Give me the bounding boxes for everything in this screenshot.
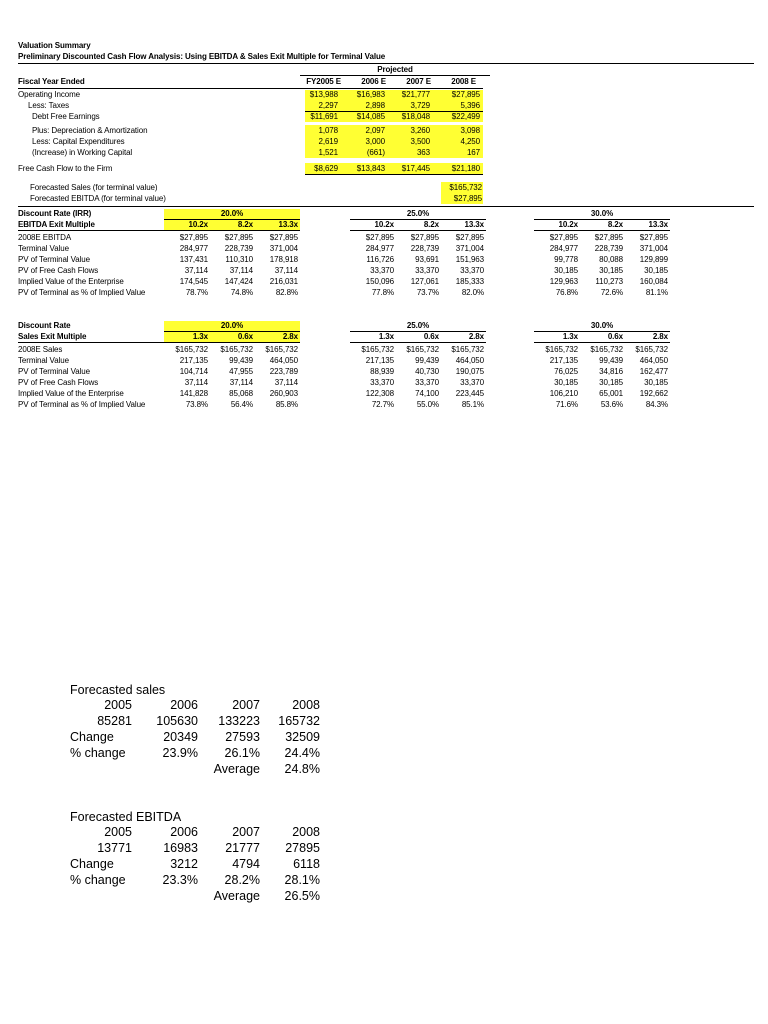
forecast-pct: 28.2% — [224, 873, 260, 887]
row-label-operating-income: Operating Income — [18, 90, 80, 99]
multiple-divider — [350, 230, 486, 231]
forecast-year: 2008 — [292, 698, 320, 712]
sensitivity-value: 464,050 — [639, 356, 668, 365]
sensitivity-value: 72.6% — [600, 288, 623, 297]
sensitivity-value: 76.8% — [555, 288, 578, 297]
income-value: 2,297 — [318, 101, 338, 110]
exit-multiple-header: 1.3x — [562, 332, 578, 341]
sensitivity-value: 37,114 — [274, 266, 298, 275]
forecast-change-label: Change — [70, 730, 114, 744]
multiple-divider — [534, 230, 670, 231]
forecast-average-label: Average — [213, 762, 260, 776]
sensitivity-value: 99,439 — [599, 356, 623, 365]
income-value: 3,000 — [365, 137, 385, 146]
exit-multiple-header: 2.8x — [282, 332, 298, 341]
sensitivity-value: $27,895 — [639, 233, 668, 242]
forecast-pct: 28.1% — [284, 873, 320, 887]
sensitivity-value: 88,939 — [370, 367, 394, 376]
projected-divider — [300, 75, 490, 76]
forecast-value: 85281 — [97, 714, 132, 728]
sensitivity-value: 216,031 — [269, 277, 298, 286]
section-divider — [18, 206, 754, 207]
sensitivity-value: 77.8% — [371, 288, 394, 297]
sensitivity-value: $165,732 — [361, 345, 394, 354]
income-value: 2,619 — [318, 137, 338, 146]
income-value: $13,988 — [309, 90, 338, 99]
income-value: $22,499 — [451, 112, 480, 121]
sensitivity-value: 110,273 — [595, 277, 623, 286]
sensitivity-value: 76,025 — [554, 367, 578, 376]
sensitivity-value: 72.7% — [371, 400, 394, 409]
exit-multiple-header: 1.3x — [378, 332, 394, 341]
sensitivity-value: 162,477 — [639, 367, 668, 376]
sensitivity-value: 30,185 — [599, 266, 623, 275]
sensitivity-value: 33,370 — [415, 266, 439, 275]
sensitivity-value: 82.8% — [275, 288, 298, 297]
exit-multiple-header: 10.2x — [558, 220, 578, 229]
discount-rate-header: 25.0% — [406, 209, 430, 218]
sensitivity-value: $27,895 — [594, 233, 623, 242]
taxes-underline — [305, 111, 483, 112]
sensitivity-row-label: PV of Free Cash Flows — [18, 266, 99, 275]
sensitivity-value: 85.8% — [275, 400, 298, 409]
year-header: FY2005 E — [306, 77, 341, 86]
sensitivity-value: 93,691 — [415, 255, 439, 264]
forecast-value: 13771 — [97, 841, 132, 855]
forecast-ebitda-title: Forecasted EBITDA — [70, 810, 182, 824]
sensitivity-value: 223,445 — [455, 389, 484, 398]
forecast-value: 21777 — [225, 841, 260, 855]
income-value: $8,629 — [314, 164, 338, 173]
forecast-year: 2006 — [170, 698, 198, 712]
discount-rate-header: 20.0% — [220, 209, 244, 218]
sensitivity-value: $165,732 — [220, 345, 253, 354]
exit-multiple-header: 8.2x — [237, 220, 253, 229]
forecast-change: 6118 — [293, 857, 320, 871]
forecast-average: 26.5% — [284, 889, 320, 903]
forecast-pct: 23.3% — [162, 873, 198, 887]
sensitivity-value: 30,185 — [644, 266, 668, 275]
income-value: 3,098 — [460, 126, 480, 135]
income-value: $13,843 — [356, 164, 385, 173]
exit-multiple-header: 8.2x — [607, 220, 623, 229]
document-title: Valuation Summary — [18, 41, 91, 50]
sensitivity-value: 122,308 — [365, 389, 394, 398]
sensitivity-value: $27,895 — [224, 233, 253, 242]
income-value: 4,250 — [460, 137, 480, 146]
sensitivity-value: 73.7% — [416, 288, 439, 297]
label-divider — [18, 230, 164, 231]
sensitivity-value: 99,778 — [554, 255, 578, 264]
sensitivity-row-label: Implied Value of the Enterprise — [18, 389, 124, 398]
sensitivity-value: 217,135 — [549, 356, 578, 365]
exit-multiple-header: 13.3x — [278, 220, 298, 229]
sensitivity-value: 99,439 — [229, 356, 253, 365]
forecast-pct: 24.4% — [284, 746, 320, 760]
discount-rate-header: 30.0% — [590, 209, 614, 218]
sensitivity-value: 84.3% — [645, 400, 668, 409]
forecast-change: 20349 — [163, 730, 198, 744]
sensitivity-value: $27,895 — [365, 233, 394, 242]
sensitivity-value: $165,732 — [175, 345, 208, 354]
multiple-divider — [164, 230, 300, 231]
sensitivity-value: 129,963 — [549, 277, 578, 286]
multiple-divider — [164, 342, 300, 343]
row-label-fcf: Free Cash Flow to the Firm — [18, 164, 113, 173]
label-divider — [18, 342, 164, 343]
forecast-ebitda-value: $27,895 — [453, 194, 482, 203]
income-value: $21,777 — [401, 90, 430, 99]
exit-multiple-header: 10.2x — [188, 220, 208, 229]
sensitivity-value: 104,714 — [179, 367, 208, 376]
forecast-year: 2005 — [104, 698, 132, 712]
sensitivity-value: $27,895 — [410, 233, 439, 242]
exit-multiple-header: 0.6x — [607, 332, 623, 341]
sensitivity-value: 284,977 — [549, 244, 578, 253]
sensitivity-value: $27,895 — [179, 233, 208, 242]
discount-rate-header: 30.0% — [590, 321, 614, 330]
income-value: 5,396 — [460, 101, 480, 110]
sensitivity-value: 37,114 — [184, 378, 208, 387]
sensitivity-value: 464,050 — [269, 356, 298, 365]
sensitivity-value: $27,895 — [269, 233, 298, 242]
sensitivity-value: 37,114 — [184, 266, 208, 275]
sensitivity-value: 33,370 — [460, 378, 484, 387]
income-value: $16,983 — [356, 90, 385, 99]
forecast-pct-label: % change — [70, 746, 126, 760]
sensitivity-value: $165,732 — [635, 345, 668, 354]
sensitivity-row-label: Sales Exit Multiple — [18, 332, 87, 341]
sensitivity-value: 85,068 — [229, 389, 253, 398]
sensitivity-row-label: PV of Terminal as % of Implied Value — [18, 400, 146, 409]
sensitivity-value: 74.8% — [230, 288, 253, 297]
sensitivity-value: 99,439 — [415, 356, 439, 365]
exit-multiple-header: 13.3x — [464, 220, 484, 229]
sensitivity-value: 71.6% — [555, 400, 578, 409]
income-value: $18,048 — [401, 112, 430, 121]
sensitivity-value: 228,739 — [224, 244, 253, 253]
forecast-change-label: Change — [70, 857, 114, 871]
sensitivity-value: 30,185 — [554, 266, 578, 275]
income-value: $17,445 — [401, 164, 430, 173]
exit-multiple-header: 0.6x — [237, 332, 253, 341]
sensitivity-value: 141,828 — [179, 389, 208, 398]
exit-multiple-header: 1.3x — [192, 332, 208, 341]
income-value: $11,691 — [310, 112, 338, 121]
income-value: $14,085 — [356, 112, 385, 121]
fiscal-year-label: Fiscal Year Ended — [18, 77, 85, 86]
sensitivity-value: 260,903 — [269, 389, 298, 398]
projected-label: Projected — [377, 65, 413, 74]
sensitivity-value: 464,050 — [455, 356, 484, 365]
forecast-sales-title: Forecasted sales — [70, 683, 166, 697]
sensitivity-value: 160,084 — [639, 277, 668, 286]
exit-multiple-header: 2.8x — [652, 332, 668, 341]
sensitivity-value: 74,100 — [415, 389, 439, 398]
forecast-ebitda-label: Forecasted EBITDA (for terminal value) — [30, 194, 166, 203]
income-value: 3,500 — [410, 137, 430, 146]
sensitivity-value: 127,061 — [410, 277, 439, 286]
sensitivity-value: 78.7% — [185, 288, 208, 297]
sensitivity-value: $27,895 — [455, 233, 484, 242]
header-divider — [18, 63, 754, 64]
sensitivity-row-label: 2008E Sales — [18, 345, 63, 354]
forecast-value: 16983 — [163, 841, 198, 855]
sensitivity-value: 284,977 — [179, 244, 208, 253]
income-value: 2,097 — [365, 126, 385, 135]
income-value: 3,260 — [410, 126, 430, 135]
sensitivity-value: 33,370 — [460, 266, 484, 275]
forecast-year: 2008 — [292, 825, 320, 839]
exit-multiple-header: 13.3x — [648, 220, 668, 229]
income-value: $21,180 — [451, 164, 480, 173]
multiple-divider — [350, 342, 486, 343]
sensitivity-value: 371,004 — [639, 244, 668, 253]
sensitivity-value: 33,370 — [370, 378, 394, 387]
sensitivity-value: 56.4% — [230, 400, 253, 409]
forecast-pct: 23.9% — [162, 746, 198, 760]
document-subtitle: Preliminary Discounted Cash Flow Analysis: Using EBITDA & Sales Exit Multiple for Terminal Value — [18, 52, 386, 61]
forecast-change: 27593 — [225, 730, 260, 744]
year-header: 2006 E — [361, 77, 386, 86]
forecast-change: 3212 — [170, 857, 198, 871]
sensitivity-value: 178,918 — [269, 255, 298, 264]
sensitivity-value: 37,114 — [229, 378, 253, 387]
forecast-year: 2007 — [232, 825, 260, 839]
row-label-working-capital: (Increase) in Working Capital — [32, 148, 133, 157]
sensitivity-value: 73.8% — [185, 400, 208, 409]
sensitivity-value: 55.0% — [416, 400, 439, 409]
multiple-divider — [534, 342, 670, 343]
forecast-value: 105630 — [156, 714, 198, 728]
sensitivity-value: 33,370 — [415, 378, 439, 387]
sensitivity-row-label: Terminal Value — [18, 356, 69, 365]
sensitivity-row-label: Discount Rate — [18, 321, 71, 330]
row-label-capex: Less: Capital Expenditures — [32, 137, 125, 146]
income-value: 167 — [466, 148, 480, 157]
discount-rate-header: 25.0% — [406, 321, 430, 330]
sensitivity-row-label: PV of Terminal Value — [18, 255, 90, 264]
row-label-taxes: Less: Taxes — [28, 101, 69, 110]
sensitivity-value: 284,977 — [365, 244, 394, 253]
sensitivity-value: 228,739 — [410, 244, 439, 253]
forecast-sales-value: $165,732 — [449, 183, 482, 192]
sensitivity-value: 147,424 — [224, 277, 253, 286]
forecast-sales-label: Forecasted Sales (for terminal value) — [30, 183, 158, 192]
sensitivity-value: 80,088 — [599, 255, 623, 264]
exit-multiple-header: 2.8x — [468, 332, 484, 341]
sensitivity-row-label: 2008E EBITDA — [18, 233, 72, 242]
sensitivity-value: 116,726 — [366, 255, 394, 264]
sensitivity-value: 30,185 — [644, 378, 668, 387]
sensitivity-value: 34,816 — [599, 367, 623, 376]
sensitivity-value: 82.0% — [461, 288, 484, 297]
sensitivity-value: $27,895 — [549, 233, 578, 242]
sensitivity-row-label: Implied Value of the Enterprise — [18, 277, 124, 286]
income-value: (661) — [366, 148, 385, 157]
exit-multiple-header: 8.2x — [423, 220, 439, 229]
forecast-average: 24.8% — [284, 762, 320, 776]
income-value: $27,895 — [451, 90, 480, 99]
sensitivity-value: 40,730 — [415, 367, 439, 376]
forecast-value: 27895 — [285, 841, 320, 855]
forecast-average-label: Average — [213, 889, 260, 903]
forecast-value: 165732 — [278, 714, 320, 728]
sensitivity-value: 174,545 — [179, 277, 208, 286]
sensitivity-value: 30,185 — [599, 378, 623, 387]
sensitivity-value: 106,210 — [549, 389, 578, 398]
sensitivity-value: 33,370 — [370, 266, 394, 275]
sensitivity-value: 217,135 — [179, 356, 208, 365]
sensitivity-value: 110,310 — [225, 255, 253, 264]
sensitivity-value: $165,732 — [590, 345, 623, 354]
exit-multiple-header: 0.6x — [423, 332, 439, 341]
year-header: 2008 E — [451, 77, 476, 86]
sensitivity-row-label: EBITDA Exit Multiple — [18, 220, 95, 229]
sensitivity-value: 65,001 — [599, 389, 623, 398]
forecast-change: 32509 — [285, 730, 320, 744]
income-value: 2,898 — [365, 101, 385, 110]
sensitivity-value: $165,732 — [451, 345, 484, 354]
sensitivity-value: 190,075 — [455, 367, 484, 376]
fcf-underline — [305, 174, 483, 175]
forecast-year: 2005 — [104, 825, 132, 839]
sensitivity-value: 37,114 — [229, 266, 253, 275]
sensitivity-value: 223,789 — [269, 367, 298, 376]
sensitivity-row-label: PV of Terminal as % of Implied Value — [18, 288, 146, 297]
sensitivity-value: 371,004 — [455, 244, 484, 253]
sensitivity-row-label: PV of Free Cash Flows — [18, 378, 99, 387]
sensitivity-value: 47,955 — [229, 367, 253, 376]
discount-rate-header: 20.0% — [220, 321, 244, 330]
sensitivity-row-label: Discount Rate (IRR) — [18, 209, 92, 218]
forecast-pct-label: % change — [70, 873, 126, 887]
sensitivity-value: 129,899 — [639, 255, 668, 264]
sensitivity-value: $165,732 — [545, 345, 578, 354]
year-header: 2007 E — [406, 77, 431, 86]
sensitivity-value: 137,431 — [179, 255, 208, 264]
forecast-year: 2007 — [232, 698, 260, 712]
sensitivity-value: 81.1% — [645, 288, 668, 297]
sensitivity-value: 228,739 — [594, 244, 623, 253]
years-divider — [18, 88, 483, 89]
sensitivity-value: 192,662 — [639, 389, 668, 398]
sensitivity-value: 151,963 — [455, 255, 484, 264]
sensitivity-value: $165,732 — [265, 345, 298, 354]
forecast-year: 2006 — [170, 825, 198, 839]
forecast-change: 4794 — [232, 857, 260, 871]
income-value: 3,729 — [410, 101, 430, 110]
income-value: 1,521 — [318, 148, 338, 157]
sensitivity-value: 30,185 — [554, 378, 578, 387]
sensitivity-value: 85.1% — [461, 400, 484, 409]
row-label-debt-free-earnings: Debt Free Earnings — [32, 112, 100, 121]
sensitivity-value: 53.6% — [600, 400, 623, 409]
sensitivity-value: 37,114 — [274, 378, 298, 387]
forecast-value: 133223 — [218, 714, 260, 728]
sensitivity-row-label: PV of Terminal Value — [18, 367, 90, 376]
row-label-depreciation: Plus: Depreciation & Amortization — [32, 126, 148, 135]
sensitivity-value: 217,135 — [365, 356, 394, 365]
forecast-pct: 26.1% — [224, 746, 260, 760]
income-value: 363 — [416, 148, 430, 157]
sensitivity-row-label: Terminal Value — [18, 244, 69, 253]
income-value: 1,078 — [318, 126, 338, 135]
sensitivity-value: 371,004 — [269, 244, 298, 253]
sensitivity-value: $165,732 — [406, 345, 439, 354]
sensitivity-value: 185,333 — [455, 277, 484, 286]
sensitivity-value: 150,096 — [365, 277, 394, 286]
exit-multiple-header: 10.2x — [374, 220, 394, 229]
